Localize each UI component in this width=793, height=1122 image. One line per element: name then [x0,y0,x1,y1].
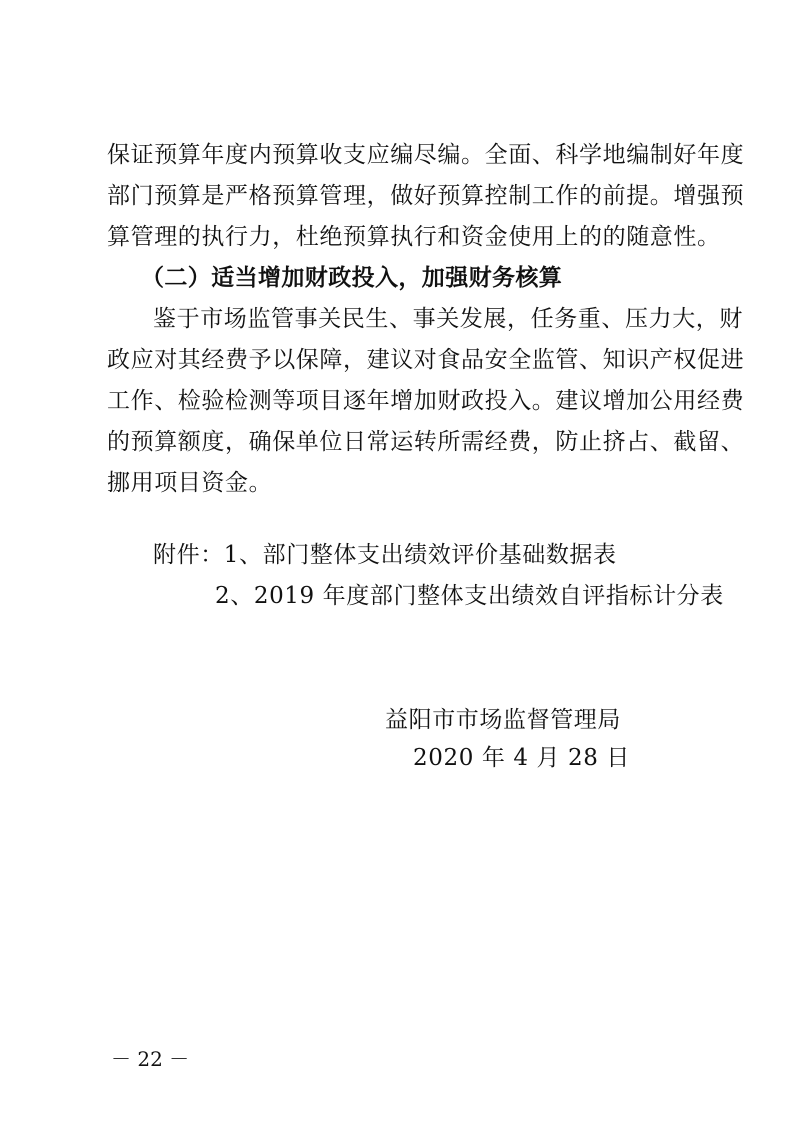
paragraph-line: 算管理的执行力，杜绝预算执行和资金使用上的的随意性。 [107,224,721,250]
page-number: － 22 － [111,1047,190,1071]
section-heading: （二）适当增加财政投入，加强财务核算 [141,265,563,291]
paragraph-line: 挪用项目资金。 [107,470,273,496]
signature-date: 2020 年 4 月 28 日 [413,745,630,771]
paragraph-line: 政应对其经费予以保障，建议对食品安全监管、知识产权促进 [107,347,745,373]
paragraph-line: 工作、检验检测等项目逐年增加财政投入。建议增加公用经费 [107,388,745,414]
attachment-item: 附件：1、部门整体支出绩效评价基础数据表 [153,542,617,568]
paragraph-line: 的预算额度，确保单位日常运转所需经费，防止挤占、截留、 [107,429,745,455]
signature-organization: 益阳市市场监督管理局 [385,707,621,733]
attachment-item: 2、2019 年度部门整体支出绩效自评指标计分表 [215,583,724,609]
paragraph-line: 鉴于市场监管事关民生、事关发展，任务重、压力大，财 [153,306,743,332]
paragraph-line: 部门预算是严格预算管理，做好预算控制工作的前提。增强预 [107,183,745,209]
paragraph-line: 保证预算年度内预算收支应编尽编。全面、科学地编制好年度 [107,142,745,168]
